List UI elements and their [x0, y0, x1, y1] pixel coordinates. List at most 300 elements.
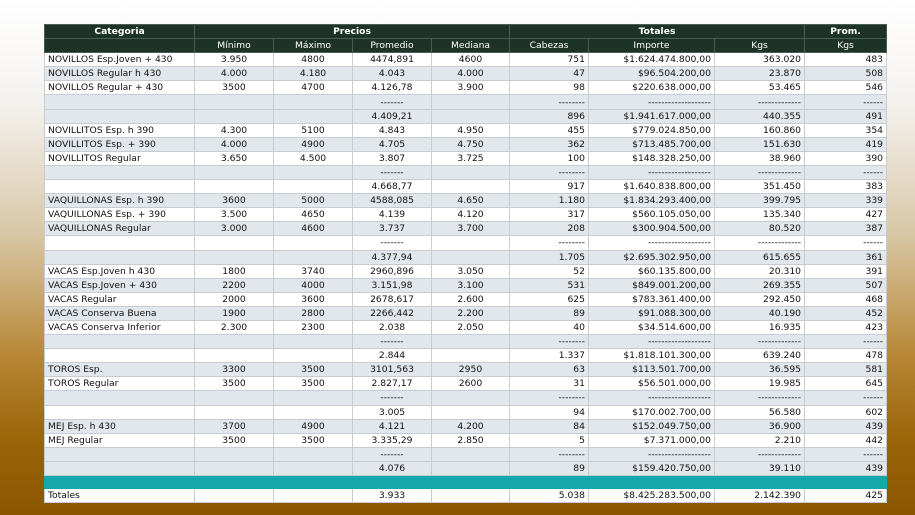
col-prom-kgs-cell — [805, 476, 887, 489]
col-mediana-cell — [432, 489, 510, 503]
col-maximo-cell: 4.180 — [274, 67, 353, 81]
col-kgs-cell: ------------- — [715, 335, 805, 349]
col-minimo-cell: 3.650 — [195, 151, 274, 165]
col-mediana-cell — [432, 476, 510, 489]
col-prom-kgs-cell: 339 — [805, 194, 887, 208]
col-prom-kgs-cell: 425 — [805, 489, 887, 503]
col-cabezas-cell: 1.705 — [510, 250, 589, 264]
col-minimo-cell: 3.950 — [195, 53, 274, 67]
col-cabezas-cell: 31 — [510, 377, 589, 391]
col-importe-cell: ------------------- — [589, 335, 715, 349]
col-promedio-cell: 3.807 — [353, 151, 432, 165]
col-mediana-header: Mediana — [432, 39, 510, 53]
col-kgs-cell: 56.580 — [715, 405, 805, 419]
col-minimo-cell: 3600 — [195, 194, 274, 208]
col-maximo-cell — [274, 335, 353, 349]
col-maximo-cell: 4.500 — [274, 151, 353, 165]
col-mediana-cell: 3.050 — [432, 264, 510, 278]
col-prom-kgs-cell: 602 — [805, 405, 887, 419]
col-promedio-cell: 4588,085 — [353, 194, 432, 208]
col-minimo-cell: 2.300 — [195, 320, 274, 334]
col-mediana-cell — [432, 95, 510, 109]
col-promedio-cell: 4.139 — [353, 208, 432, 222]
col-cabezas-cell — [510, 476, 589, 489]
col-kgs-cell: 639.240 — [715, 349, 805, 363]
col-minimo-cell — [195, 165, 274, 179]
col-kgs-cell: ------------- — [715, 447, 805, 461]
col-importe-cell: $7.371.000,00 — [589, 433, 715, 447]
col-prom-kgs-cell: ------ — [805, 165, 887, 179]
col-minimo-cell: 4.000 — [195, 67, 274, 81]
col-prom-kgs-cell: 546 — [805, 81, 887, 95]
col-promedio-cell: 4.126,78 — [353, 81, 432, 95]
col-minimo-cell — [195, 405, 274, 419]
col-minimo-cell: 3500 — [195, 377, 274, 391]
col-maximo-cell — [274, 95, 353, 109]
col-promedio-cell: 2.827,17 — [353, 377, 432, 391]
col-categoria-cell — [45, 349, 195, 363]
col-categoria-cell — [45, 236, 195, 250]
col-minimo-cell: 2200 — [195, 278, 274, 292]
col-importe-cell: $1.941.617.000,00 — [589, 109, 715, 123]
col-cabezas-cell: -------- — [510, 391, 589, 405]
col-kgs-cell: 2.142.390 — [715, 489, 805, 503]
col-prom-kgs-cell: 508 — [805, 67, 887, 81]
col-importe-cell: $560.105.050,00 — [589, 208, 715, 222]
col-cabezas-cell: 63 — [510, 363, 589, 377]
col-kgs-cell: ------------- — [715, 165, 805, 179]
col-mediana-cell: 2600 — [432, 377, 510, 391]
table-row — [45, 180, 887, 194]
col-mediana-cell — [432, 447, 510, 461]
col-categoria-cell: VACAS Esp.Joven + 430 — [45, 278, 195, 292]
col-importe-cell — [589, 476, 715, 489]
table-row — [45, 95, 887, 109]
col-cabezas-cell: 917 — [510, 180, 589, 194]
col-kgs-cell: ------------- — [715, 391, 805, 405]
col-prom-kgs-cell: 491 — [805, 109, 887, 123]
col-categoria-cell: MEJ Regular — [45, 433, 195, 447]
col-importe-cell: $220.638.000,00 — [589, 81, 715, 95]
col-promedio-cell: 4.409,21 — [353, 109, 432, 123]
col-kgs-cell: 135.340 — [715, 208, 805, 222]
col-kgs-cell: 2.210 — [715, 433, 805, 447]
col-promedio-cell: ------- — [353, 391, 432, 405]
col-cabezas-cell: 89 — [510, 461, 589, 475]
table-header — [45, 25, 887, 53]
col-prom-kgs-cell: 439 — [805, 461, 887, 475]
col-kgs-cell: ------------- — [715, 95, 805, 109]
col-prom-kgs-cell: ------ — [805, 236, 887, 250]
col-categoria-cell: TOROS Esp. — [45, 363, 195, 377]
col-importe-cell: $783.361.400,00 — [589, 292, 715, 306]
col-promedio-header: Promedio — [353, 39, 432, 53]
table-row — [45, 109, 887, 123]
col-maximo-cell: 2300 — [274, 320, 353, 334]
col-maximo-cell — [274, 180, 353, 194]
table-row — [45, 363, 887, 377]
col-cabezas-cell: 89 — [510, 306, 589, 320]
col-categoria-cell — [45, 476, 195, 489]
col-importe-cell: ------------------- — [589, 391, 715, 405]
col-mediana-cell: 4.200 — [432, 419, 510, 433]
col-categoria-cell: MEJ Esp. h 430 — [45, 419, 195, 433]
col-maximo-cell: 4000 — [274, 278, 353, 292]
col-maximo-cell: 5100 — [274, 123, 353, 137]
col-importe-cell: $849.001.200,00 — [589, 278, 715, 292]
col-kgs-cell: 160.860 — [715, 123, 805, 137]
col-mediana-cell — [432, 236, 510, 250]
col-categoria-header — [45, 39, 195, 53]
table-row — [45, 250, 887, 264]
col-prom-kgs-cell: ------ — [805, 391, 887, 405]
col-promedio-cell: 3101,563 — [353, 363, 432, 377]
col-importe-cell: $1.624.474.800,00 — [589, 53, 715, 67]
col-maximo-cell: 3500 — [274, 433, 353, 447]
col-prom-kgs-cell: 390 — [805, 151, 887, 165]
col-prom-kgs-cell: ------ — [805, 335, 887, 349]
col-importe-cell: $2.695.302.950,00 — [589, 250, 715, 264]
col-mediana-cell — [432, 180, 510, 194]
col-cabezas-cell: 1.180 — [510, 194, 589, 208]
col-maximo-cell — [274, 405, 353, 419]
col-promedio-cell: 4.043 — [353, 67, 432, 81]
col-mediana-cell: 3.900 — [432, 81, 510, 95]
col-cabezas-cell: 100 — [510, 151, 589, 165]
table-row — [45, 67, 887, 81]
col-mediana-cell — [432, 405, 510, 419]
col-maximo-cell: 3500 — [274, 377, 353, 391]
col-categoria-cell: VACAS Conserva Inferior — [45, 320, 195, 334]
col-minimo-cell — [195, 95, 274, 109]
col-kgs-cell: 16.935 — [715, 320, 805, 334]
col-cabezas-cell: 896 — [510, 109, 589, 123]
col-cabezas-cell: 1.337 — [510, 349, 589, 363]
col-minimo-cell: 2000 — [195, 292, 274, 306]
col-kgs-cell: 363.020 — [715, 53, 805, 67]
col-mediana-cell: 2.200 — [432, 306, 510, 320]
col-importe-cell: ------------------- — [589, 236, 715, 250]
col-promedio-cell: ------- — [353, 447, 432, 461]
table-row — [45, 151, 887, 165]
col-prom-kgs-cell: 645 — [805, 377, 887, 391]
col-mediana-cell: 3.700 — [432, 222, 510, 236]
col-promedio-cell: ------- — [353, 335, 432, 349]
col-minimo-cell — [195, 489, 274, 503]
table-row — [45, 208, 887, 222]
header-prom: Prom. — [805, 25, 887, 39]
col-maximo-cell: 2800 — [274, 306, 353, 320]
col-prom-kgs-cell: 581 — [805, 363, 887, 377]
header-categoria: Categoria — [45, 25, 195, 39]
col-kgs-cell: 38.960 — [715, 151, 805, 165]
col-prom-kgs-cell: 483 — [805, 53, 887, 67]
col-prom-kgs-cell: 468 — [805, 292, 887, 306]
col-maximo-cell — [274, 165, 353, 179]
col-mediana-cell — [432, 250, 510, 264]
col-categoria-cell — [45, 165, 195, 179]
table-row — [45, 377, 887, 391]
col-mediana-cell — [432, 109, 510, 123]
col-kgs-cell: 36.900 — [715, 419, 805, 433]
col-maximo-cell — [274, 476, 353, 489]
table-row — [45, 335, 887, 349]
col-categoria-cell: VAQUILLONAS Esp. h 390 — [45, 194, 195, 208]
col-categoria-cell: NOVILLITOS Esp. h 390 — [45, 123, 195, 137]
col-promedio-cell: 2960,896 — [353, 264, 432, 278]
col-maximo-cell: 4900 — [274, 419, 353, 433]
table-row — [45, 165, 887, 179]
col-kgs-cell: 19.985 — [715, 377, 805, 391]
col-mediana-cell — [432, 461, 510, 475]
col-prom-kgs-cell: 354 — [805, 123, 887, 137]
col-mediana-cell — [432, 349, 510, 363]
col-promedio-cell: 2266,442 — [353, 306, 432, 320]
col-maximo-cell: 3600 — [274, 292, 353, 306]
col-maximo-cell: 4600 — [274, 222, 353, 236]
col-categoria-cell — [45, 461, 195, 475]
col-importe-cell: ------------------- — [589, 165, 715, 179]
col-minimo-cell: 3500 — [195, 433, 274, 447]
col-mediana-cell: 2.850 — [432, 433, 510, 447]
col-mediana-cell — [432, 335, 510, 349]
col-cabezas-cell: 5 — [510, 433, 589, 447]
col-prom-kgs-cell: 507 — [805, 278, 887, 292]
col-cabezas-cell: 98 — [510, 81, 589, 95]
table-row — [45, 349, 887, 363]
table-row — [45, 222, 887, 236]
col-prom-kgs-cell: 391 — [805, 264, 887, 278]
table-row — [45, 433, 887, 447]
table-row — [45, 306, 887, 320]
col-kgs-cell: 292.450 — [715, 292, 805, 306]
col-mediana-cell: 4.000 — [432, 67, 510, 81]
col-promedio-cell: ------- — [353, 236, 432, 250]
col-maximo-cell: 4800 — [274, 53, 353, 67]
col-cabezas-cell: 751 — [510, 53, 589, 67]
col-promedio-cell: 4.121 — [353, 419, 432, 433]
col-importe-cell: ------------------- — [589, 447, 715, 461]
col-minimo-cell — [195, 447, 274, 461]
col-categoria-cell: VAQUILLONAS Esp. + 390 — [45, 208, 195, 222]
col-maximo-cell — [274, 109, 353, 123]
col-categoria-cell — [45, 95, 195, 109]
col-promedio-cell: 4.843 — [353, 123, 432, 137]
col-cabezas-cell: 94 — [510, 405, 589, 419]
col-kgs-cell: 615.655 — [715, 250, 805, 264]
col-importe-cell: $91.088.300,00 — [589, 306, 715, 320]
col-importe-cell: $1.818.101.300,00 — [589, 349, 715, 363]
col-importe-cell: $713.485.700,00 — [589, 137, 715, 151]
col-importe-cell: $8.425.283.500,00 — [589, 489, 715, 503]
col-categoria-cell — [45, 335, 195, 349]
table-row — [45, 236, 887, 250]
col-categoria-cell — [45, 109, 195, 123]
col-prom-kgs-cell: 387 — [805, 222, 887, 236]
col-promedio-cell: ------- — [353, 165, 432, 179]
col-kgs-cell: 269.355 — [715, 278, 805, 292]
col-importe-cell: $34.514.600,00 — [589, 320, 715, 334]
col-maximo-cell — [274, 236, 353, 250]
col-cabezas-cell: 208 — [510, 222, 589, 236]
col-minimo-cell: 1800 — [195, 264, 274, 278]
col-minimo-cell: 3500 — [195, 81, 274, 95]
col-categoria-cell: VAQUILLONAS Regular — [45, 222, 195, 236]
table-row — [45, 461, 887, 475]
col-prom-kgs-cell: 361 — [805, 250, 887, 264]
col-promedio-cell — [353, 476, 432, 489]
col-mediana-cell: 4600 — [432, 53, 510, 67]
col-importe-cell: $152.049.750,00 — [589, 419, 715, 433]
col-kgs-cell: 80.520 — [715, 222, 805, 236]
col-minimo-cell — [195, 476, 274, 489]
col-maximo-cell: 4700 — [274, 81, 353, 95]
table-row — [45, 278, 887, 292]
col-promedio-cell: 2.038 — [353, 320, 432, 334]
col-kgs-cell: 53.465 — [715, 81, 805, 95]
col-kgs-cell: 39.110 — [715, 461, 805, 475]
table-row — [45, 447, 887, 461]
col-importe-cell: $779.024.850,00 — [589, 123, 715, 137]
col-importe-cell: $159.420.750,00 — [589, 461, 715, 475]
col-importe-cell: $170.002.700,00 — [589, 405, 715, 419]
col-minimo-header: Mínimo — [195, 39, 274, 53]
col-maximo-cell — [274, 489, 353, 503]
table-row — [45, 264, 887, 278]
col-cabezas-cell: 52 — [510, 264, 589, 278]
col-prom-kgs-cell: 383 — [805, 180, 887, 194]
col-minimo-cell: 3.000 — [195, 222, 274, 236]
col-importe-cell: $148.328.250,00 — [589, 151, 715, 165]
col-maximo-header: Máximo — [274, 39, 353, 53]
livestock-price-table-container — [44, 24, 886, 503]
col-categoria-cell — [45, 250, 195, 264]
col-mediana-cell — [432, 391, 510, 405]
col-cabezas-cell: 5.038 — [510, 489, 589, 503]
col-maximo-cell: 4650 — [274, 208, 353, 222]
col-kgs-header: Kgs — [715, 39, 805, 53]
col-prom-kgs-header: Kgs — [805, 39, 887, 53]
col-minimo-cell — [195, 236, 274, 250]
col-mediana-cell: 3.725 — [432, 151, 510, 165]
col-cabezas-cell: 362 — [510, 137, 589, 151]
table-row — [45, 405, 887, 419]
col-categoria-cell: TOROS Regular — [45, 377, 195, 391]
col-kgs-cell: 23.870 — [715, 67, 805, 81]
col-prom-kgs-cell: 419 — [805, 137, 887, 151]
col-minimo-cell: 3300 — [195, 363, 274, 377]
price-summary-table — [44, 24, 887, 503]
col-minimo-cell — [195, 250, 274, 264]
col-cabezas-cell: 40 — [510, 320, 589, 334]
col-cabezas-cell: 455 — [510, 123, 589, 137]
col-categoria-cell: Totales — [45, 489, 195, 503]
table-row — [45, 123, 887, 137]
col-promedio-cell: 3.933 — [353, 489, 432, 503]
col-cabezas-cell: -------- — [510, 335, 589, 349]
col-mediana-cell: 4.120 — [432, 208, 510, 222]
col-mediana-cell: 4.750 — [432, 137, 510, 151]
col-importe-cell: $60.135.800,00 — [589, 264, 715, 278]
col-promedio-cell: 4474,891 — [353, 53, 432, 67]
col-promedio-cell: 3.151,98 — [353, 278, 432, 292]
col-categoria-cell: NOVILLOS Esp.Joven + 430 — [45, 53, 195, 67]
col-promedio-cell: 4.668,77 — [353, 180, 432, 194]
col-importe-cell: $1.834.293.400,00 — [589, 194, 715, 208]
col-promedio-cell: 3.737 — [353, 222, 432, 236]
col-kgs-cell: 151.630 — [715, 137, 805, 151]
col-categoria-cell — [45, 391, 195, 405]
col-cabezas-cell: 317 — [510, 208, 589, 222]
col-minimo-cell: 3700 — [195, 419, 274, 433]
col-promedio-cell: 2.844 — [353, 349, 432, 363]
col-prom-kgs-cell: 423 — [805, 320, 887, 334]
col-maximo-cell — [274, 391, 353, 405]
col-cabezas-cell: -------- — [510, 236, 589, 250]
col-mediana-cell: 2.050 — [432, 320, 510, 334]
totals-row — [45, 489, 887, 503]
col-cabezas-cell: 625 — [510, 292, 589, 306]
col-cabezas-cell: 84 — [510, 419, 589, 433]
col-promedio-cell: 4.076 — [353, 461, 432, 475]
col-promedio-cell: 2678,617 — [353, 292, 432, 306]
col-cabezas-header: Cabezas — [510, 39, 589, 53]
col-categoria-cell: NOVILLITOS Regular — [45, 151, 195, 165]
col-kgs-cell: 36.595 — [715, 363, 805, 377]
header-totales: Totales — [510, 25, 805, 39]
col-categoria-cell: NOVILLITOS Esp. + 390 — [45, 137, 195, 151]
col-prom-kgs-cell: 439 — [805, 419, 887, 433]
col-maximo-cell: 3500 — [274, 363, 353, 377]
col-promedio-cell: ------- — [353, 95, 432, 109]
table-row — [45, 53, 887, 67]
col-cabezas-cell: 531 — [510, 278, 589, 292]
col-kgs-cell: 440.355 — [715, 109, 805, 123]
col-categoria-cell: NOVILLOS Regular + 430 — [45, 81, 195, 95]
col-mediana-cell: 4.950 — [432, 123, 510, 137]
table-row — [45, 391, 887, 405]
col-minimo-cell — [195, 109, 274, 123]
col-maximo-cell: 4900 — [274, 137, 353, 151]
col-minimo-cell: 3.500 — [195, 208, 274, 222]
col-prom-kgs-cell: 478 — [805, 349, 887, 363]
table-row — [45, 320, 887, 334]
col-cabezas-cell: -------- — [510, 165, 589, 179]
col-importe-cell: $56.501.000,00 — [589, 377, 715, 391]
col-cabezas-cell: -------- — [510, 447, 589, 461]
col-minimo-cell — [195, 335, 274, 349]
col-minimo-cell — [195, 180, 274, 194]
col-mediana-cell: 4.650 — [432, 194, 510, 208]
col-categoria-cell: VACAS Regular — [45, 292, 195, 306]
col-importe-header: Importe — [589, 39, 715, 53]
col-minimo-cell — [195, 461, 274, 475]
col-kgs-cell: 399.795 — [715, 194, 805, 208]
col-minimo-cell — [195, 349, 274, 363]
table-row — [45, 194, 887, 208]
col-categoria-cell — [45, 180, 195, 194]
col-mediana-cell: 2.600 — [432, 292, 510, 306]
col-kgs-cell: 351.450 — [715, 180, 805, 194]
header-precios: Precios — [195, 25, 510, 39]
col-minimo-cell — [195, 391, 274, 405]
col-promedio-cell: 3.005 — [353, 405, 432, 419]
table-row — [45, 137, 887, 151]
col-categoria-cell: VACAS Esp.Joven h 430 — [45, 264, 195, 278]
col-maximo-cell — [274, 447, 353, 461]
table-body — [45, 53, 887, 503]
col-maximo-cell: 5000 — [274, 194, 353, 208]
